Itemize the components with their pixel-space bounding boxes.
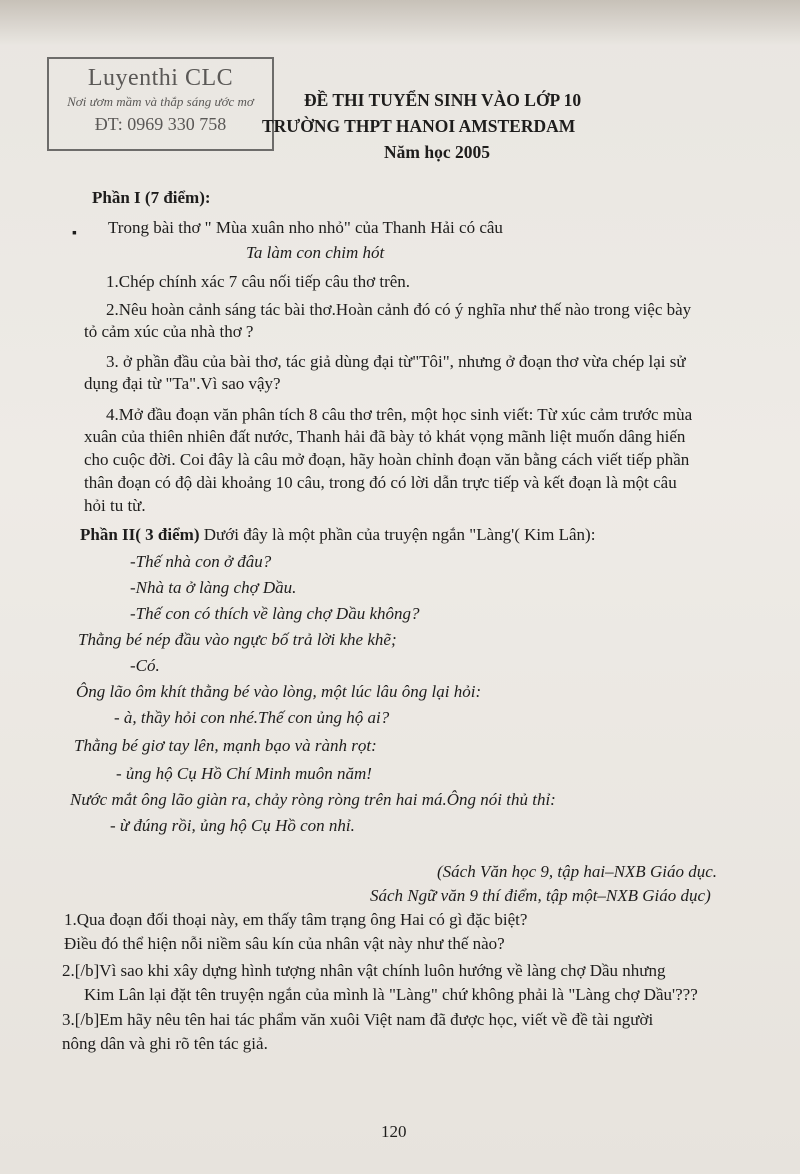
- part2-q3-line2: nông dân và ghi rõ tên tác giả.: [62, 1034, 268, 1053]
- dialogue-line-3: -Thế con có thích về làng chợ Dầu không?: [130, 604, 420, 623]
- exam-title: ĐỀ THI TUYỂN SINH VÀO LỚP 10: [304, 90, 582, 110]
- part1-q4-line1: 4.Mở đầu đoạn văn phân tích 8 câu thơ trên, một học sinh viết: Từ xúc cảm trước mùa: [106, 405, 693, 424]
- part1-q4-line2: xuân của thiên nhiên đất nước, Thanh hải đã bày tỏ khát vọng mãnh liệt muốn dâng hiến: [84, 427, 686, 446]
- school-year: Năm học 2005: [384, 142, 490, 162]
- dialogue-line-5: -Có.: [130, 656, 160, 675]
- dialogue-line-11: - ừ đúng rồi, ủng hộ Cụ Hồ con nhỉ.: [110, 816, 355, 835]
- dialogue-line-8: Thằng bé giơ tay lên, mạnh bạo và rành rọt:: [74, 736, 377, 755]
- part1-title: Phần I (7 điểm):: [92, 188, 211, 207]
- source-line-2: Sách Ngữ văn 9 thí điểm, tập một–NXB Giáo dục): [370, 886, 711, 905]
- part1-q1: 1.Chép chính xác 7 câu nối tiếp câu thơ trên.: [106, 272, 411, 291]
- stamp-phone: ĐT: 0969 330 758: [94, 114, 227, 134]
- part2-q2-line1: 2.[/b]Vì sao khi xây dựng hình tượng nhân vật chính luôn hướng về làng chợ Dầu nhưng: [62, 961, 666, 980]
- part2-q1-line2: Điều đó thể hiện nỗi niềm sâu kín của nhân vật này như thế nào?: [64, 934, 505, 953]
- part1-q4-line4: thân đoạn có độ dài khoảng 10 câu, trong đó có lời dẫn trực tiếp và kết đoạn là một câu: [84, 473, 677, 492]
- dialogue-line-6: Ông lão ôm khít thằng bé vào lòng, một lúc lâu ông lại hỏi:: [76, 682, 482, 701]
- part1-q4-line3: cho cuộc đời. Coi đây là câu mở đoạn, hãy hoàn chỉnh đoạn văn bằng cách viết tiếp phần: [84, 450, 690, 469]
- part2-q1-line1: 1.Qua đoạn đối thoại này, em thấy tâm trạng ông Hai có gì đặc biệt?: [64, 910, 528, 929]
- part2-heading: [80, 525, 595, 545]
- source-line-1: (Sách Văn học 9, tập hai–NXB Giáo dục.: [437, 862, 717, 881]
- stamp-brand: Luyenthi CLC: [87, 65, 234, 91]
- dialogue-line-10: Nước mắt ông lão giàn ra, chảy ròng ròng trên hai má.Ông nói thủ thỉ:: [70, 790, 556, 809]
- page-number: 120: [381, 1122, 407, 1141]
- part1-q2-line1: 2.Nêu hoàn cảnh sáng tác bài thơ.Hoàn cảnh đó có ý nghĩa như thế nào trong việc bày: [106, 300, 692, 319]
- part1-q3-line1: 3. ở phần đầu của bài thơ, tác giả dùng đại từ"Tôi", nhưng ở đoạn thơ vừa chép lại sử: [106, 352, 686, 371]
- part1-q4-line5: hỏi tu từ.: [84, 496, 146, 515]
- dialogue-line-9: - ủng hộ Cụ Hồ Chí Minh muôn năm!: [116, 764, 372, 783]
- part1-q2-line2: tỏ cảm xúc của nhà thơ ?: [84, 322, 254, 341]
- part1-q3-line2: dụng đại từ "Ta".Vì sao vậy?: [84, 374, 281, 393]
- stamp-slogan: Nơi ươm mầm và thắp sáng ước mơ: [67, 94, 254, 109]
- part1-verse: Ta làm con chim hót: [246, 243, 385, 262]
- page-top-shadow: [0, 0, 800, 45]
- part1-intro: Trong bài thơ " Mùa xuân nho nhỏ" của Thanh Hải có câu: [108, 218, 503, 237]
- publisher-stamp: [47, 57, 274, 151]
- part2-title: Phần II( 3 điểm): [80, 525, 200, 544]
- dialogue-line-7: - à, thầy hỏi con nhé.Thế con ủng hộ ai?: [114, 708, 390, 727]
- bullet-icon: ▪: [72, 226, 77, 241]
- dialogue-line-2: -Nhà ta ở làng chợ Dầu.: [130, 578, 297, 597]
- part2-intro: Dưới đây là một phần của truyện ngắn "Làng'( Kim Lân):: [199, 525, 596, 544]
- dialogue-line-1: -Thế nhà con ở đâu?: [130, 552, 272, 571]
- dialogue-line-4: Thằng bé nép đầu vào ngực bố trả lời khe khẽ;: [78, 630, 397, 649]
- part2-q2-line2: Kim Lân lại đặt tên truyện ngắn của mình là "Làng" chứ không phải là "Làng chợ Dầu'???: [84, 985, 698, 1004]
- school-name: TRƯỜNG THPT HANOI AMSTERDAM: [262, 116, 576, 136]
- part2-q3-line1: 3.[/b]Em hãy nêu tên hai tác phẩm văn xuôi Việt nam đã được học, viết về đề tài người: [62, 1010, 654, 1029]
